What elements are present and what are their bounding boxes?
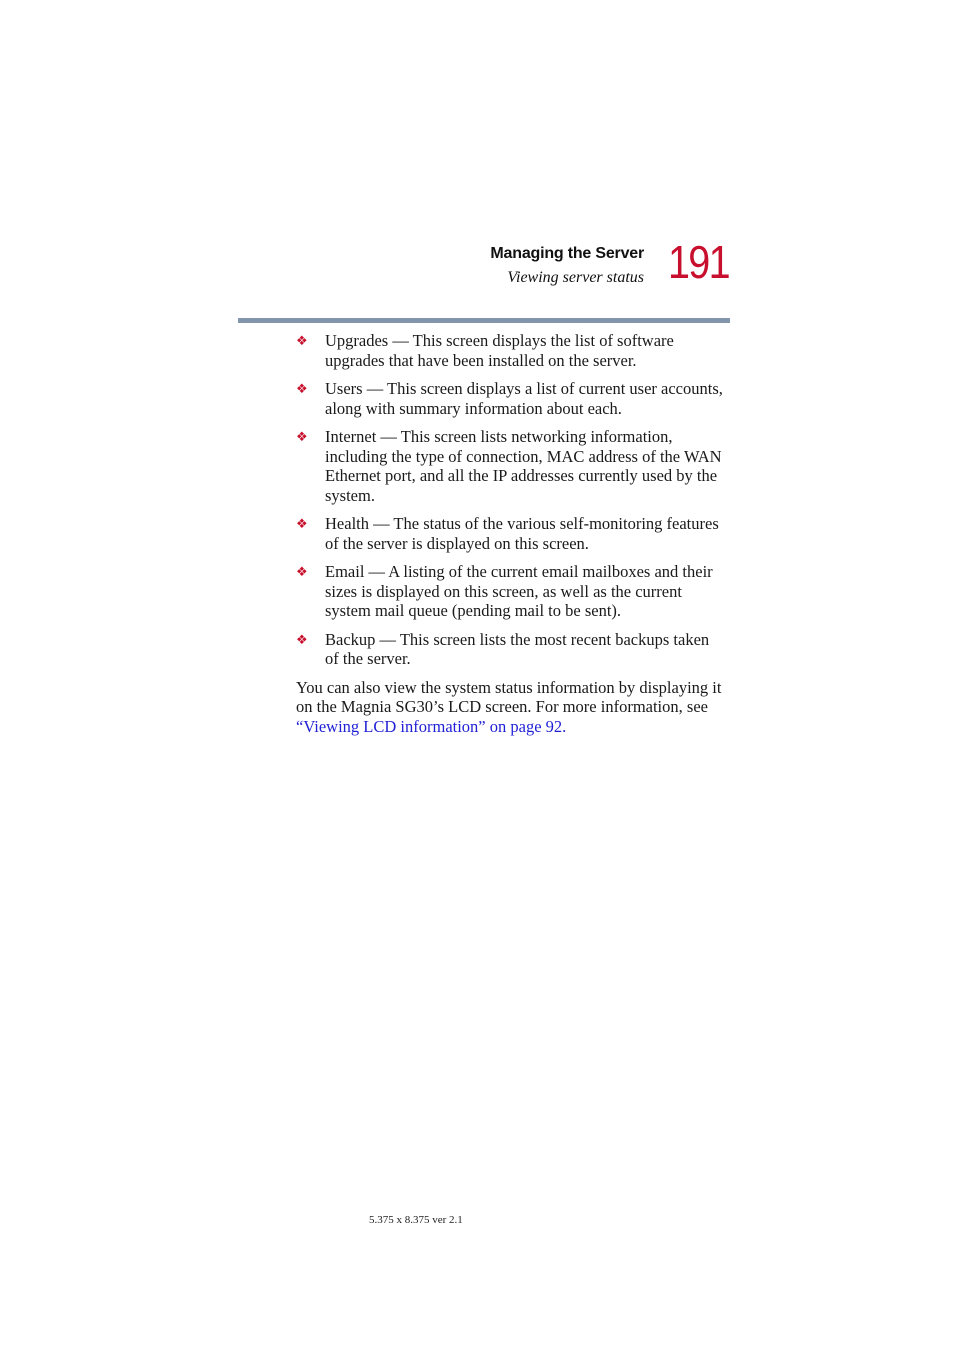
lcd-information-link[interactable]: “Viewing LCD information” on page 92.: [296, 716, 567, 736]
diamond-bullet-icon: ❖: [296, 334, 308, 349]
list-item-text: Users — This screen displays a list of current user accounts, along with summary information about each.: [325, 379, 723, 418]
status-screen-list: [296, 331, 726, 669]
body-paragraph: [296, 678, 726, 737]
list-item: [296, 562, 726, 621]
header-rule: [238, 318, 730, 323]
list-item-text: Backup — This screen lists the most recent backups taken of the server.: [325, 629, 710, 668]
paragraph-text: You can also view the system status information by displaying it on the Magnia SG30’s LCD screen. For more information, see: [296, 677, 722, 716]
page-body: [296, 331, 726, 736]
list-item-text: Internet — This screen lists networking information, including the type of connection, MAC address of the WAN Ethernet port, and all the IP addresses currently used by the system.: [325, 427, 722, 505]
list-item-text: Health — The status of the various self-monitoring features of the server is displayed on this screen.: [325, 514, 719, 553]
diamond-bullet-icon: ❖: [296, 430, 308, 445]
diamond-bullet-icon: ❖: [296, 632, 308, 648]
chapter-title: Managing the Server: [490, 245, 644, 262]
diamond-bullet-icon: ❖: [296, 565, 308, 580]
section-title: Viewing server status: [507, 269, 644, 286]
page-number: 191: [668, 236, 729, 288]
page-footer: 5.375 x 8.375 ver 2.1: [369, 1214, 463, 1226]
list-item-text: Upgrades — This screen displays the list of software upgrades that have been installed on the server.: [325, 331, 674, 370]
list-item-text: Email — A listing of the current email mailboxes and their sizes is displayed on this screen, as well as the current system mail queue (pending mail to be sent).: [325, 562, 713, 620]
diamond-bullet-icon: ❖: [296, 382, 308, 397]
list-item: [296, 630, 726, 669]
diamond-bullet-icon: ❖: [296, 517, 308, 532]
list-item: [296, 514, 726, 553]
running-header: [490, 244, 644, 288]
list-item: [296, 427, 726, 505]
list-item: [296, 379, 726, 418]
list-item: [296, 331, 726, 370]
